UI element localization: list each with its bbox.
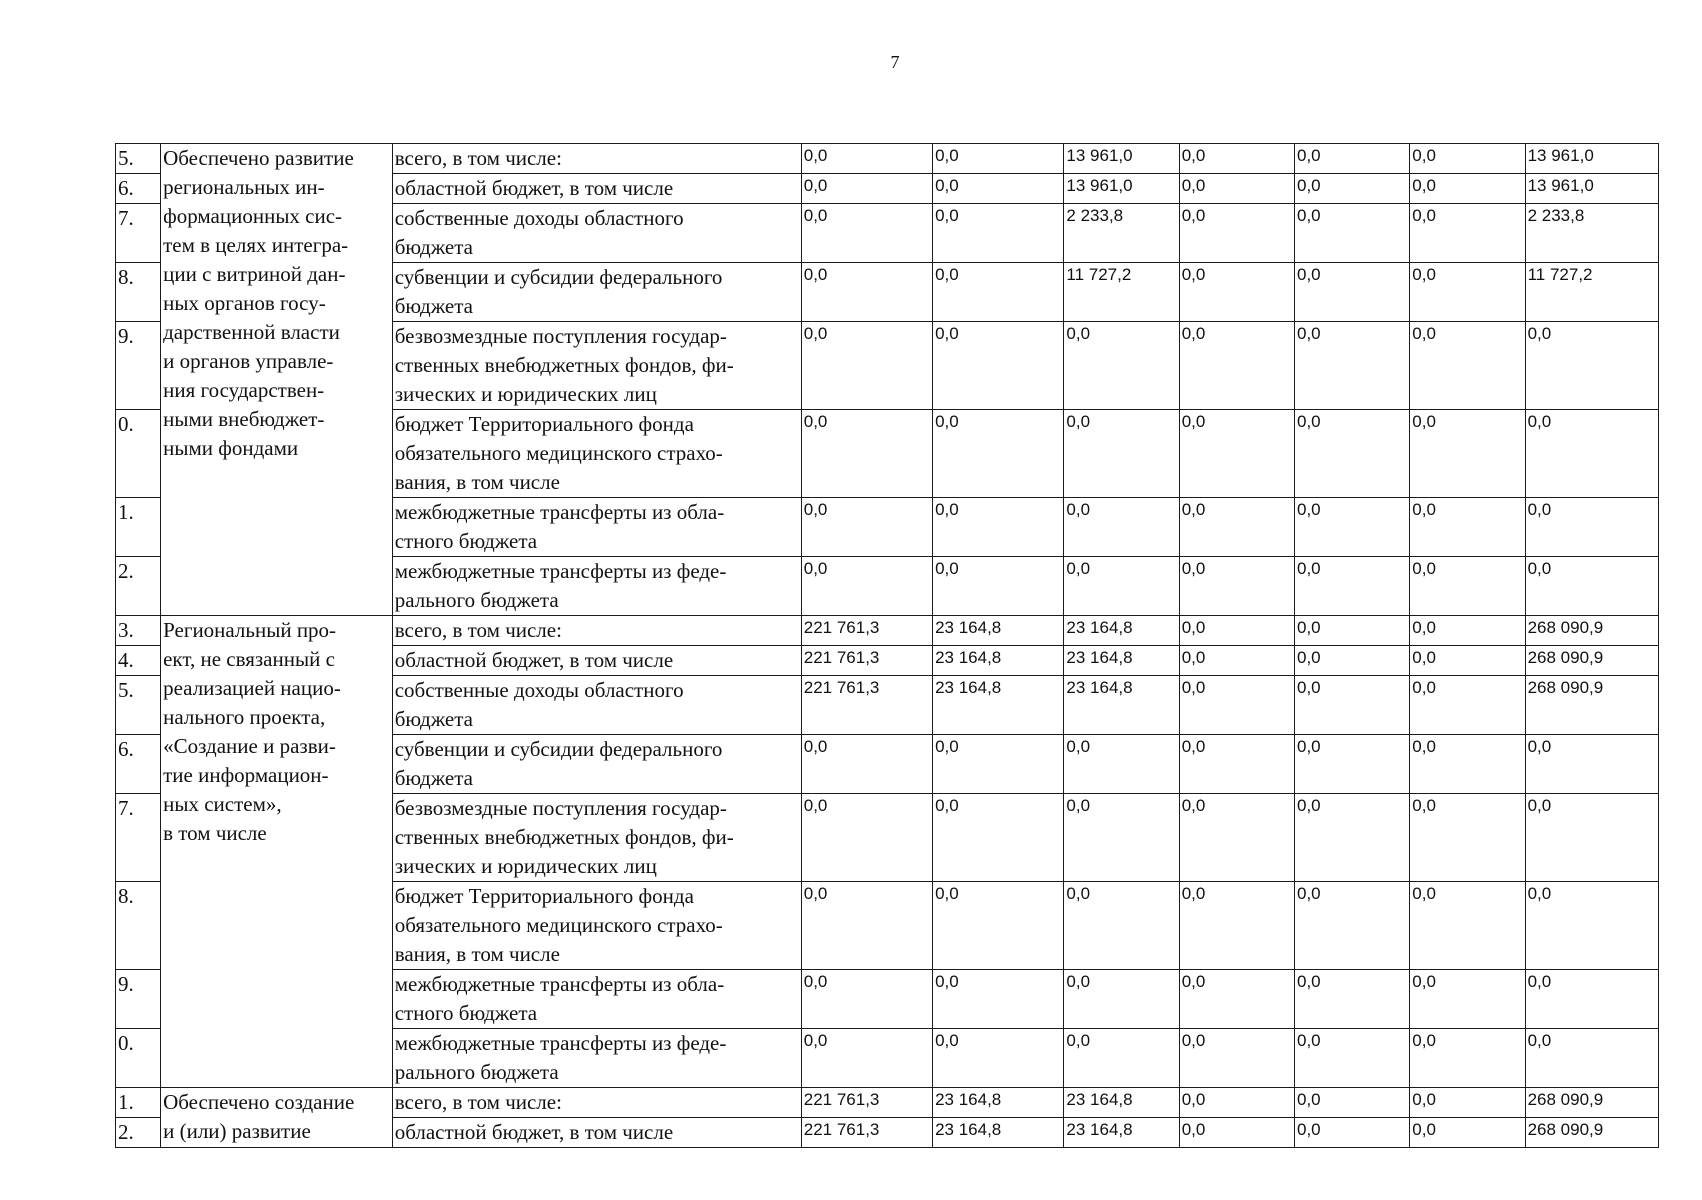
value-cell: 0,0 — [1295, 1118, 1410, 1148]
value-cell: 0,0 — [933, 263, 1064, 322]
row-number: 8. — [116, 882, 161, 970]
value-cell: 13 961,0 — [1525, 174, 1658, 204]
value-cell: 0,0 — [1179, 174, 1294, 204]
source-cell: собственные доходы областного бюджета — [392, 204, 801, 263]
value-cell: 23 164,8 — [933, 646, 1064, 676]
value-cell: 13 961,0 — [1064, 144, 1179, 174]
value-cell: 0,0 — [1295, 794, 1410, 882]
value-cell: 0,0 — [1179, 557, 1294, 616]
value-cell: 23 164,8 — [933, 676, 1064, 735]
value-cell: 0,0 — [933, 144, 1064, 174]
value-cell: 0,0 — [1295, 144, 1410, 174]
value-cell: 0,0 — [1295, 174, 1410, 204]
value-cell: 0,0 — [1064, 557, 1179, 616]
value-cell: 0,0 — [1179, 144, 1294, 174]
value-cell: 2 233,8 — [1064, 204, 1179, 263]
value-cell: 0,0 — [801, 1029, 932, 1088]
value-cell: 0,0 — [1525, 794, 1658, 882]
row-number: 6. — [116, 735, 161, 794]
value-cell: 0,0 — [1410, 263, 1525, 322]
value-cell: 0,0 — [1410, 882, 1525, 970]
value-cell: 0,0 — [933, 410, 1064, 498]
value-cell: 23 164,8 — [1064, 1088, 1179, 1118]
row-number: 2. — [116, 1118, 161, 1148]
value-cell: 0,0 — [1179, 676, 1294, 735]
row-number: 7. — [116, 794, 161, 882]
value-cell: 0,0 — [801, 174, 932, 204]
row-number: 1. — [116, 1088, 161, 1118]
value-cell: 0,0 — [1295, 498, 1410, 557]
value-cell: 0,0 — [1064, 794, 1179, 882]
value-cell: 0,0 — [1295, 204, 1410, 263]
value-cell: 0,0 — [1410, 557, 1525, 616]
source-cell: бюджет Территориального фонда обязательного медицинского страхо- вания, в том числе — [392, 410, 801, 498]
value-cell: 13 961,0 — [1064, 174, 1179, 204]
value-cell: 0,0 — [1064, 410, 1179, 498]
row-number: 1. — [116, 498, 161, 557]
value-cell: 0,0 — [1410, 676, 1525, 735]
value-cell: 0,0 — [1179, 322, 1294, 410]
value-cell: 0,0 — [1410, 204, 1525, 263]
value-cell: 268 090,9 — [1525, 676, 1658, 735]
value-cell: 0,0 — [1295, 616, 1410, 646]
value-cell: 23 164,8 — [1064, 676, 1179, 735]
value-cell: 0,0 — [1179, 646, 1294, 676]
value-cell: 0,0 — [1410, 1088, 1525, 1118]
value-cell: 0,0 — [1525, 557, 1658, 616]
value-cell: 0,0 — [933, 882, 1064, 970]
group-name-cell — [161, 1088, 393, 1148]
source-cell: межбюджетные трансферты из феде- рального бюджета — [392, 1029, 801, 1088]
value-cell: 0,0 — [1064, 882, 1179, 970]
value-cell: 0,0 — [1179, 410, 1294, 498]
value-cell: 0,0 — [1410, 646, 1525, 676]
value-cell: 0,0 — [1410, 144, 1525, 174]
value-cell: 221 761,3 — [801, 676, 932, 735]
value-cell: 23 164,8 — [933, 1088, 1064, 1118]
row-number: 3. — [116, 616, 161, 646]
value-cell: 0,0 — [1295, 410, 1410, 498]
value-cell: 0,0 — [1295, 1088, 1410, 1118]
value-cell: 0,0 — [801, 498, 932, 557]
row-number: 5. — [116, 676, 161, 735]
value-cell: 0,0 — [1525, 322, 1658, 410]
value-cell: 0,0 — [1295, 322, 1410, 410]
row-number: 9. — [116, 322, 161, 410]
value-cell: 0,0 — [1295, 676, 1410, 735]
value-cell: 0,0 — [801, 882, 932, 970]
value-cell: 0,0 — [1064, 735, 1179, 794]
source-cell: безвозмездные поступления государ- ственных внебюджетных фондов, фи- зических и юридических лиц — [392, 794, 801, 882]
value-cell: 0,0 — [801, 144, 932, 174]
value-cell: 0,0 — [1179, 498, 1294, 557]
value-cell: 0,0 — [1410, 794, 1525, 882]
value-cell: 0,0 — [1295, 1029, 1410, 1088]
value-cell: 0,0 — [1179, 1118, 1294, 1148]
value-cell: 0,0 — [1410, 1118, 1525, 1148]
value-cell: 0,0 — [1410, 322, 1525, 410]
value-cell: 0,0 — [1295, 882, 1410, 970]
value-cell: 0,0 — [1410, 1029, 1525, 1088]
value-cell: 0,0 — [801, 263, 932, 322]
value-cell: 2 233,8 — [1525, 204, 1658, 263]
value-cell: 221 761,3 — [801, 646, 932, 676]
value-cell: 0,0 — [1295, 557, 1410, 616]
value-cell: 268 090,9 — [1525, 1118, 1658, 1148]
table-row — [116, 616, 1659, 646]
group-name: Региональный про- ект, не связанный с реализацией нацио- нального проекта, «Создание и разви- тие информацион- ных систем», в том числе — [163, 618, 341, 845]
value-cell: 0,0 — [1179, 794, 1294, 882]
source-cell: собственные доходы областного бюджета — [392, 676, 801, 735]
value-cell: 268 090,9 — [1525, 1088, 1658, 1118]
value-cell: 23 164,8 — [933, 1118, 1064, 1148]
value-cell: 23 164,8 — [1064, 646, 1179, 676]
source-cell: всего, в том числе: — [392, 1088, 801, 1118]
value-cell: 0,0 — [1525, 410, 1658, 498]
value-cell: 0,0 — [801, 557, 932, 616]
value-cell: 0,0 — [1179, 1029, 1294, 1088]
value-cell: 0,0 — [801, 794, 932, 882]
value-cell: 0,0 — [1179, 882, 1294, 970]
value-cell: 0,0 — [1410, 498, 1525, 557]
value-cell: 0,0 — [801, 410, 932, 498]
value-cell: 0,0 — [1410, 616, 1525, 646]
value-cell: 0,0 — [1410, 410, 1525, 498]
source-cell: межбюджетные трансферты из обла- стного бюджета — [392, 498, 801, 557]
group-name-cell — [161, 144, 393, 616]
value-cell: 0,0 — [1179, 204, 1294, 263]
value-cell: 0,0 — [933, 970, 1064, 1029]
value-cell: 11 727,2 — [1064, 263, 1179, 322]
value-cell: 0,0 — [1179, 735, 1294, 794]
value-cell: 0,0 — [1525, 498, 1658, 557]
value-cell: 221 761,3 — [801, 616, 932, 646]
value-cell: 0,0 — [933, 498, 1064, 557]
value-cell: 23 164,8 — [1064, 616, 1179, 646]
value-cell: 0,0 — [1410, 174, 1525, 204]
value-cell: 0,0 — [933, 557, 1064, 616]
value-cell: 0,0 — [1179, 1088, 1294, 1118]
value-cell: 0,0 — [1179, 970, 1294, 1029]
value-cell: 0,0 — [801, 735, 932, 794]
value-cell: 0,0 — [1525, 735, 1658, 794]
value-cell: 0,0 — [1064, 498, 1179, 557]
row-number: 7. — [116, 204, 161, 263]
value-cell: 0,0 — [1410, 735, 1525, 794]
group-name: Обеспечено развитие региональных ин- формационных сис- тем в целях интегра- ции с витриной дан- ных органов госу- дарственной власти и органов управле- ния государствен- ными внебюджет- ными фондами — [163, 146, 354, 460]
page-number: 7 — [890, 52, 900, 72]
value-cell: 0,0 — [933, 794, 1064, 882]
row-number: 8. — [116, 263, 161, 322]
value-cell: 0,0 — [1295, 970, 1410, 1029]
value-cell: 23 164,8 — [933, 616, 1064, 646]
group-name: Обеспечено создание и (или) развитие — [163, 1090, 355, 1143]
value-cell: 0,0 — [1295, 735, 1410, 794]
value-cell: 0,0 — [1525, 970, 1658, 1029]
budget-table — [115, 143, 1659, 1148]
source-cell: всего, в том числе: — [392, 144, 801, 174]
row-number: 6. — [116, 174, 161, 204]
row-number: 4. — [116, 646, 161, 676]
value-cell: 0,0 — [1064, 970, 1179, 1029]
value-cell: 23 164,8 — [1064, 1118, 1179, 1148]
value-cell: 0,0 — [1064, 1029, 1179, 1088]
value-cell: 11 727,2 — [1525, 263, 1658, 322]
value-cell: 0,0 — [1064, 322, 1179, 410]
value-cell: 0,0 — [801, 322, 932, 410]
value-cell: 0,0 — [1525, 882, 1658, 970]
value-cell: 0,0 — [1179, 616, 1294, 646]
source-cell: всего, в том числе: — [392, 616, 801, 646]
row-number: 2. — [116, 557, 161, 616]
value-cell: 268 090,9 — [1525, 616, 1658, 646]
value-cell: 0,0 — [1295, 263, 1410, 322]
value-cell: 13 961,0 — [1525, 144, 1658, 174]
value-cell: 0,0 — [933, 735, 1064, 794]
source-cell: областной бюджет, в том числе — [392, 174, 801, 204]
source-cell: областной бюджет, в том числе — [392, 646, 801, 676]
row-number: 5. — [116, 144, 161, 174]
value-cell: 221 761,3 — [801, 1118, 932, 1148]
value-cell: 0,0 — [1525, 1029, 1658, 1088]
value-cell: 0,0 — [1410, 970, 1525, 1029]
group-name-cell — [161, 616, 393, 1088]
row-number: 0. — [116, 1029, 161, 1088]
source-cell: областной бюджет, в том числе — [392, 1118, 801, 1148]
value-cell: 0,0 — [801, 204, 932, 263]
source-cell: безвозмездные поступления государ- ственных внебюджетных фондов, фи- зических и юридических лиц — [392, 322, 801, 410]
row-number: 9. — [116, 970, 161, 1029]
source-cell: субвенции и субсидии федерального бюджета — [392, 735, 801, 794]
value-cell: 268 090,9 — [1525, 646, 1658, 676]
row-number: 0. — [116, 410, 161, 498]
value-cell: 0,0 — [1295, 646, 1410, 676]
table-row — [116, 144, 1659, 174]
value-cell: 0,0 — [801, 970, 932, 1029]
value-cell: 0,0 — [933, 1029, 1064, 1088]
value-cell: 0,0 — [933, 322, 1064, 410]
source-cell: бюджет Территориального фонда обязательного медицинского страхо- вания, в том числе — [392, 882, 801, 970]
source-cell: межбюджетные трансферты из феде- рального бюджета — [392, 557, 801, 616]
source-cell: субвенции и субсидии федерального бюджета — [392, 263, 801, 322]
value-cell: 0,0 — [1179, 263, 1294, 322]
value-cell: 221 761,3 — [801, 1088, 932, 1118]
source-cell: межбюджетные трансферты из обла- стного бюджета — [392, 970, 801, 1029]
value-cell: 0,0 — [933, 174, 1064, 204]
value-cell: 0,0 — [933, 204, 1064, 263]
table-row — [116, 1088, 1659, 1118]
